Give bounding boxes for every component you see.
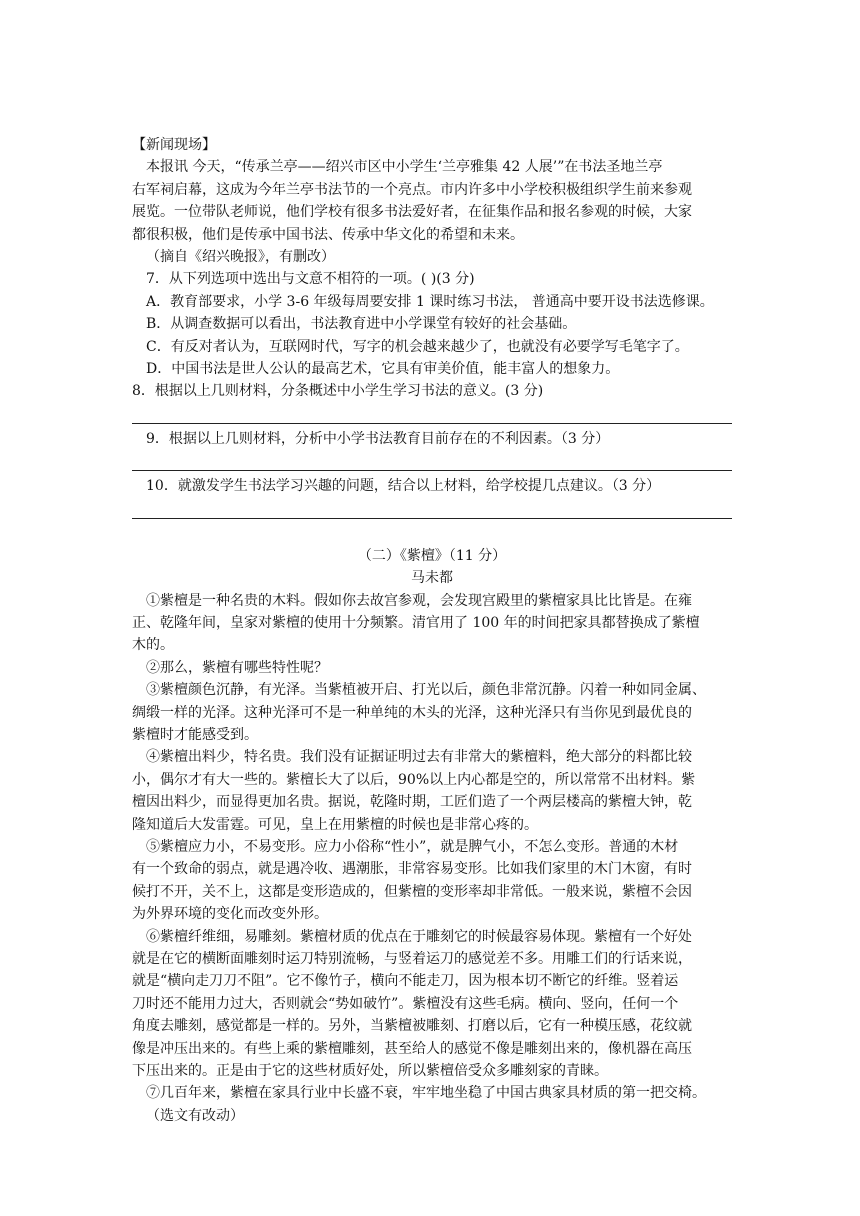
- news-line: 展览。一位带队老师说，他们学校有很多书法爱好者，在征集作品和报名参观的时候，大家: [132, 204, 692, 221]
- document-content: [132, 134, 732, 1127]
- passage-note: （选文有改动）: [146, 1107, 244, 1124]
- passage-line: 候打不开，关不上，这都是变形造成的，但紫檀的变形率却非常低。一般来说，紫檀不会因: [132, 883, 692, 900]
- passage-line: 角度去雕刻，感觉都是一样的。另外，当紫檀被雕刻、打磨以后，它有一种模压感，花纹就: [132, 1018, 692, 1035]
- passage-line: 紫檀时才能感受到。: [132, 726, 258, 743]
- passage-line: 就是“横向走刀刀不阻”。它不像竹子，横向不能走刀，因为根本切不断它的纤维。竖着运: [132, 973, 679, 990]
- passage-line: 就是在它的横断面雕刻时运刀特别流畅，与竖着运刀的感觉差不多。用雕工们的行话来说，: [132, 951, 692, 967]
- question-8: 8．根据以上几则材料，分条概述中小学生学习书法的意义。(3 分): [132, 383, 544, 400]
- passage-line: ①紫檀是一种名贵的木料。假如你去故宫参观，会发现宫殿里的紫檀家具比比皆是。在雍: [146, 592, 692, 609]
- passage-line: 刀时还不能用力过大，否则就会“势如破竹”。紫檀没有这些毛病。横向、竖向，任何一个: [132, 995, 679, 1012]
- passage-line: 为外界环境的变化而改变外形。: [132, 906, 328, 923]
- passage-line: 绸缎一样的光泽。这种光泽可不是一种单纯的木头的光泽，这种光泽只有当你见到最优良的: [132, 704, 692, 721]
- passage-line: 有一个致命的弱点，就是遇冷收、遇潮胀，非常容易变形。比如我们家里的木门木窗，有时: [132, 861, 692, 878]
- answer-line-9: [132, 450, 732, 471]
- question-7-option-c: C．有反对者认为，互联网时代，写字的机会越来越少了，也就没有必要学写毛笔字了。: [146, 338, 689, 355]
- passage-line: 像是冲压出来的。有些上乘的紫檀雕刻，甚至给人的感觉不像是雕刻出来的，像机器在高压: [132, 1040, 692, 1057]
- passage-line: 檀因出料少，而显得更加名贵。据说，乾隆时期，工匠们造了一个两层楼高的紫檀大钟，乾: [132, 794, 692, 811]
- author: 马未都: [411, 570, 453, 587]
- news-line: 本报讯 今天，“传承兰亭——绍兴市区中小学生‘兰亭雅集 42 人展’”在书法圣地兰亭: [146, 159, 663, 176]
- passage-line: ④紫檀出料少，特名贵。我们没有证据证明过去有非常大的紫檀料，绝大部分的料都比较: [146, 749, 692, 766]
- news-line: 都很积极，他们是传承中国书法、传承中华文化的希望和未来。: [132, 226, 524, 243]
- passage-line: ⑥紫檀纤维细，易雕刻。紫檀材质的优点在于雕刻它的时候最容易体现。紫檀有一个好处: [146, 928, 692, 945]
- news-heading: 【新闻现场】: [132, 137, 216, 153]
- passage-line: ⑦几百年来，紫檀在家具行业中长盛不衰，牢牢地坐稳了中国古典家具材质的第一把交椅。: [146, 1085, 706, 1102]
- question-7-option-b: B．从调查数据可以看出，书法教育进中小学课堂有较好的社会基础。: [146, 316, 577, 333]
- passage-line: ⑤紫檀应力小，不易变形。应力小俗称“性小”，就是脾气小，不怎么变形。普通的木材: [146, 838, 679, 855]
- passage-line: 下压出来的。正是由于它的这些材质好处，所以紫檀倍受众多雕刻家的青睐。: [132, 1063, 608, 1080]
- question-7-option-d: D．中国书法是世人公认的最高艺术，它具有审美价值，能丰富人的想象力。: [146, 361, 620, 378]
- answer-line-8: [132, 403, 732, 424]
- passage-line: ③紫檀颜色沉静，有光泽。当紫植被开启、打光以后，颜色非常沉静。闪着一种如同金属、: [146, 682, 706, 699]
- section-title: （二）《紫檀》（11 分）: [357, 547, 507, 564]
- news-source: （摘自《绍兴晚报》，有删改）: [146, 249, 335, 266]
- passage-line: ②那么，紫檀有哪些特性呢？: [146, 659, 328, 676]
- answer-line-10: [132, 498, 732, 519]
- passage-line: 木的。: [132, 637, 174, 654]
- question-7-stem: 7．从下列选项中选出与文意不相符的一项。( )(3 分): [146, 271, 475, 288]
- question-7-option-a: A．教育部要求，小学 3-6 年级每周要安排 1 课时练习书法， 普通高中要开设书法选修课。: [146, 293, 714, 310]
- question-10: 10．就激发学生书法学习兴趣的问题，结合以上材料，给学校提几点建议。（3 分）: [146, 478, 661, 495]
- passage-line: 正、乾隆年间，皇家对紫檀的使用十分频繁。清官用了 100 年的时间把家具都替换成了紫檀: [132, 614, 700, 631]
- passage-line: 隆知道后大发雷霆。可见，皇上在用紫檀的时候也是非常心疼的。: [132, 816, 538, 833]
- news-line: 右军祠启幕，这成为今年兰亭书法节的一个亮点。市内许多中小学校积极组织学生前来参观: [132, 181, 692, 198]
- question-9: 9．根据以上几则材料，分析中小学书法教育目前存在的不利因素。（3 分）: [146, 430, 610, 447]
- passage-line: 小，偶尔才有大一些的。紫檀长大了以后，90%以上内心都是空的，所以常常不出材料。紫: [132, 771, 696, 788]
